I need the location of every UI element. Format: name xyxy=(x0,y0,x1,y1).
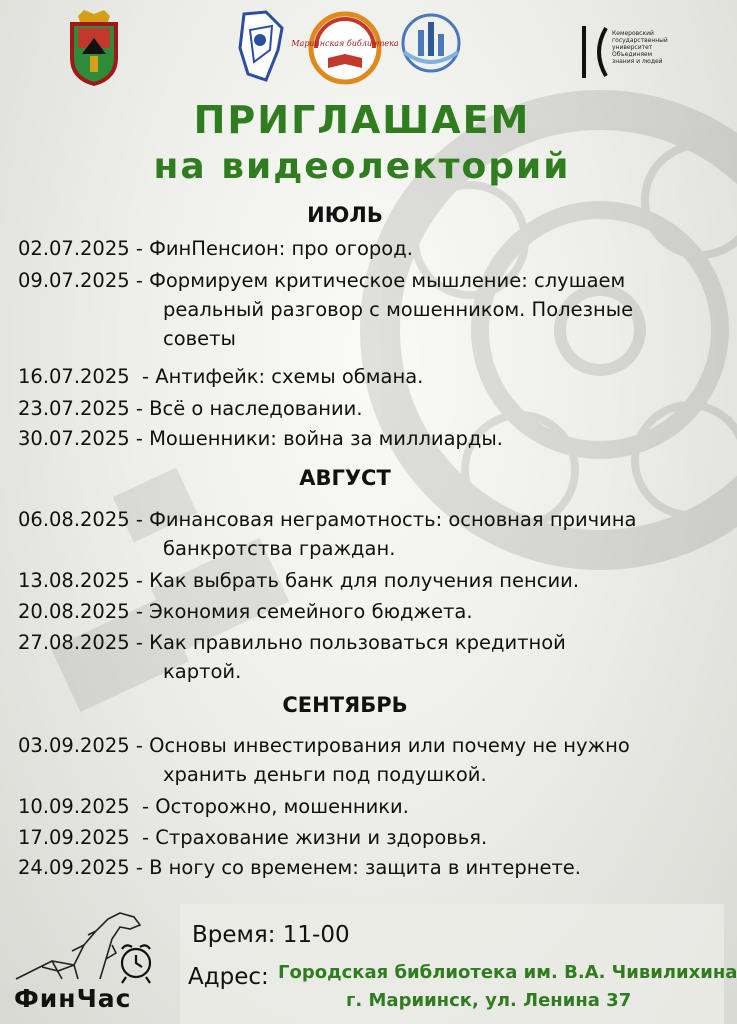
entry-date: 17.09.2025 - xyxy=(18,826,156,849)
schedule-entry xyxy=(18,266,708,353)
entry-title: Основы инвестирования или почему не нужно xyxy=(149,734,630,757)
entry-date: 24.09.2025 - xyxy=(18,856,150,879)
address-line-2: г. Мариинск, ул. Ленина 37 xyxy=(346,990,632,1011)
entry-title: Экономия семейного бюджета. xyxy=(149,600,473,623)
schedule-entry xyxy=(18,823,708,852)
schedule-entry xyxy=(18,853,708,882)
financial-literacy-logo-icon xyxy=(398,12,464,74)
entry-title: Осторожно, мошенники. xyxy=(155,795,409,818)
logos-row xyxy=(0,0,724,100)
address-label: Адрес: xyxy=(188,964,269,990)
library-logo-icon xyxy=(291,12,399,84)
schedule-entry xyxy=(18,394,708,423)
univ-text-line: университет xyxy=(612,44,653,51)
page-subtitle: на видеолекторий xyxy=(153,146,571,187)
schedule-entry xyxy=(18,234,708,263)
schedule-entry xyxy=(18,597,708,626)
schedule-entry xyxy=(18,566,708,595)
library-logo-text: Мариинская библиотека xyxy=(291,39,399,48)
univ-text-line: государственный xyxy=(612,37,668,44)
entry-title-continued: картой. xyxy=(163,660,242,683)
entry-title: ФинПенсион: про огород. xyxy=(149,237,413,260)
schedule-entry xyxy=(18,362,708,391)
schedule-entry xyxy=(18,628,708,686)
entry-title: Мошенники: война за миллиарды. xyxy=(149,427,503,450)
entry-title-continued: банкротства граждан. xyxy=(163,537,396,560)
entry-date: 09.07.2025 - xyxy=(18,269,150,292)
event-time: Время: 11-00 xyxy=(192,922,350,948)
univ-text-line: знания и людей xyxy=(612,58,663,65)
entry-title: Как выбрать банк для получения пенсии. xyxy=(149,569,580,592)
kemerovo-coat-of-arms-icon xyxy=(68,8,120,86)
entry-title: Антифейк: схемы обмана. xyxy=(155,365,424,388)
dinosaur-alarm-clock-icon xyxy=(12,905,162,987)
entry-title: Как правильно пользоваться кредитной xyxy=(149,631,566,654)
entry-date: 20.08.2025 - xyxy=(18,600,150,623)
entry-title: Всё о наследовании. xyxy=(149,397,363,420)
schedule-entry xyxy=(18,505,708,563)
month-heading-august: АВГУСТ xyxy=(299,466,391,490)
schedule-entry xyxy=(18,792,708,821)
month-heading-september: СЕНТЯБРЬ xyxy=(282,693,408,717)
schedule-entry xyxy=(18,731,708,789)
month-heading-july: ИЮЛЬ xyxy=(307,203,383,227)
entry-title: Страхование жизни и здоровья. xyxy=(155,826,488,849)
entry-title: Формируем критическое мышление: слушаем xyxy=(149,269,626,292)
entry-date: 27.08.2025 - xyxy=(18,631,150,654)
page-title: ПРИГЛАШАЕМ xyxy=(193,98,531,142)
entry-date: 06.08.2025 - xyxy=(18,508,150,531)
entry-date: 23.07.2025 - xyxy=(18,397,150,420)
entry-date: 02.07.2025 - xyxy=(18,237,150,260)
finchas-brand: ФинЧас xyxy=(14,984,132,1013)
university-logo-icon xyxy=(578,22,610,82)
entry-title-continued: хранить деньги под подушкой. xyxy=(163,763,487,786)
kuzbass-map-icon xyxy=(236,10,286,82)
entry-title: В ногу со временем: защита в интернете. xyxy=(149,856,581,879)
entry-title: Финансовая неграмотность: основная причина xyxy=(149,508,637,531)
univ-text-line: Кемеровский xyxy=(612,30,654,37)
entry-date: 16.07.2025 - xyxy=(18,365,156,388)
entry-date: 13.08.2025 - xyxy=(18,569,150,592)
address-line-1: Городская библиотека им. В.А. Чивилихина xyxy=(278,962,737,983)
entry-date: 10.09.2025 - xyxy=(18,795,156,818)
entry-title-continued: реальный разговор с мошенником. Полезные xyxy=(163,298,634,321)
univ-text-line: Объединяем xyxy=(612,51,653,58)
entry-date: 30.07.2025 - xyxy=(18,427,150,450)
entry-title-continued: советы xyxy=(163,327,236,350)
schedule-entry xyxy=(18,424,708,453)
university-logo-text xyxy=(612,30,692,65)
entry-date: 03.09.2025 - xyxy=(18,734,150,757)
